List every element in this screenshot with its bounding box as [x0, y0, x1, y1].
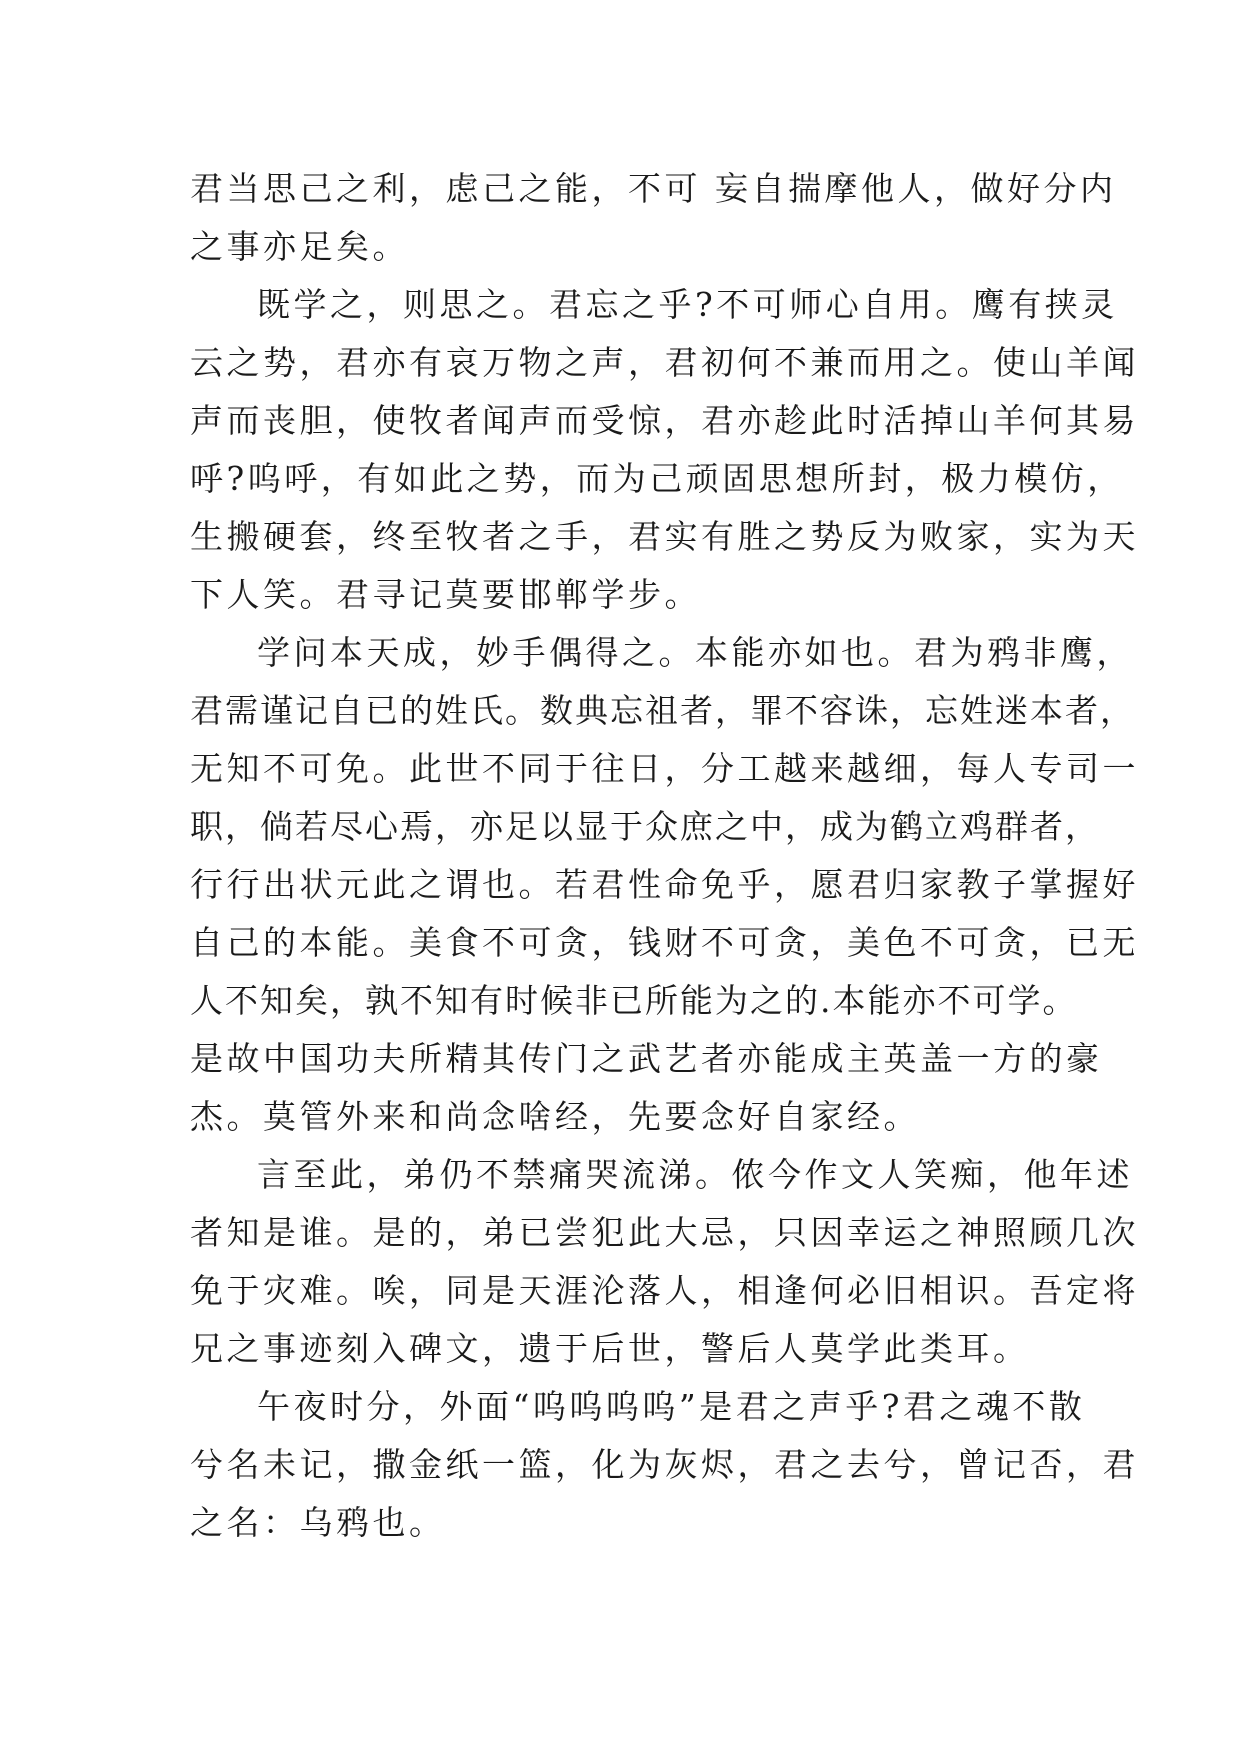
paragraph-1: [190, 160, 1117, 276]
paragraph-5: [190, 1378, 1139, 1552]
text-line: 君需谨记自已的姓氏。数典忘祖者，罪不容诛，忘姓迷本者，: [190, 691, 1135, 730]
text-line: 无知不可免。此世不同于往日，分工越来越细，每人专司一: [190, 749, 1139, 788]
text-line: 是故中国功夫所精其传门之武艺者亦能成主英盖一方的豪: [190, 1039, 1103, 1078]
paragraph-4: [190, 1146, 1139, 1378]
text-line: 午夜时分，外面“呜呜呜呜”是君之声乎?君之魂不散: [257, 1387, 1086, 1426]
text-line: 兮名未记，撒金纸一篮，化为灰烬，君之去兮，曾记否，君: [190, 1445, 1139, 1484]
text-line: 下人笑。君寻记莫要邯郸学步。: [190, 575, 701, 614]
text-line: 之名：乌鸦也。: [190, 1503, 446, 1542]
text-line: 言至此，弟仍不禁痛哭流涕。侬今作文人笑痴，他年述: [257, 1155, 1133, 1194]
text-line: 君当思己之利，虑己之能，不可 妄自揣摩他人，做好分内: [190, 169, 1117, 208]
text-line: 免于灾难。唉，同是天涯沦落人，相逢何必旧相识。吾定将: [190, 1271, 1139, 1310]
text-line: 职，倘若尽心焉，亦足以显于众庶之中，成为鹤立鸡群者，: [190, 807, 1100, 846]
text-line: 呼?呜呼，有如此之势，而为己顽固思想所封，极力模仿，: [190, 459, 1124, 498]
text-line: 杰。莫管外来和尚念啥经，先要念好自家经。: [190, 1097, 920, 1136]
text-line: 学问本天成，妙手偶得之。本能亦如也。君为鸦非鹰，: [257, 633, 1133, 672]
text-line: 人不知矣，孰不知有时候非已所能为之的.本能亦不可学。: [190, 981, 1078, 1020]
text-line: 者知是谁。是的，弟已尝犯此大忌，只因幸运之神照顾几次: [190, 1213, 1139, 1252]
paragraph-3: [190, 624, 1139, 1146]
text-line: 声而丧胆，使牧者闻声而受惊，君亦趁此时活掉山羊何其易: [190, 401, 1139, 440]
text-line: 兄之事迹刻入碑文，遗于后世，警后人莫学此类耳。: [190, 1329, 1030, 1368]
document-body: [190, 160, 1139, 1552]
text-line: 云之势，君亦有哀万物之声，君初何不兼而用之。使山羊闻: [190, 343, 1139, 382]
text-line: 生搬硬套，终至牧者之手，君实有胜之势反为败家，实为天: [190, 517, 1139, 556]
paragraph-2: [190, 276, 1139, 624]
text-line: 自己的本能。美食不可贪，钱财不可贪，美色不可贪，已无: [190, 923, 1139, 962]
text-line: 既学之，则思之。君忘之乎?不可师心自用。鹰有挟灵: [257, 285, 1118, 324]
text-line: 行行出状元此之谓也。若君性命免乎，愿君归家教子掌握好: [190, 865, 1139, 904]
text-line: 之事亦足矣。: [190, 227, 409, 266]
